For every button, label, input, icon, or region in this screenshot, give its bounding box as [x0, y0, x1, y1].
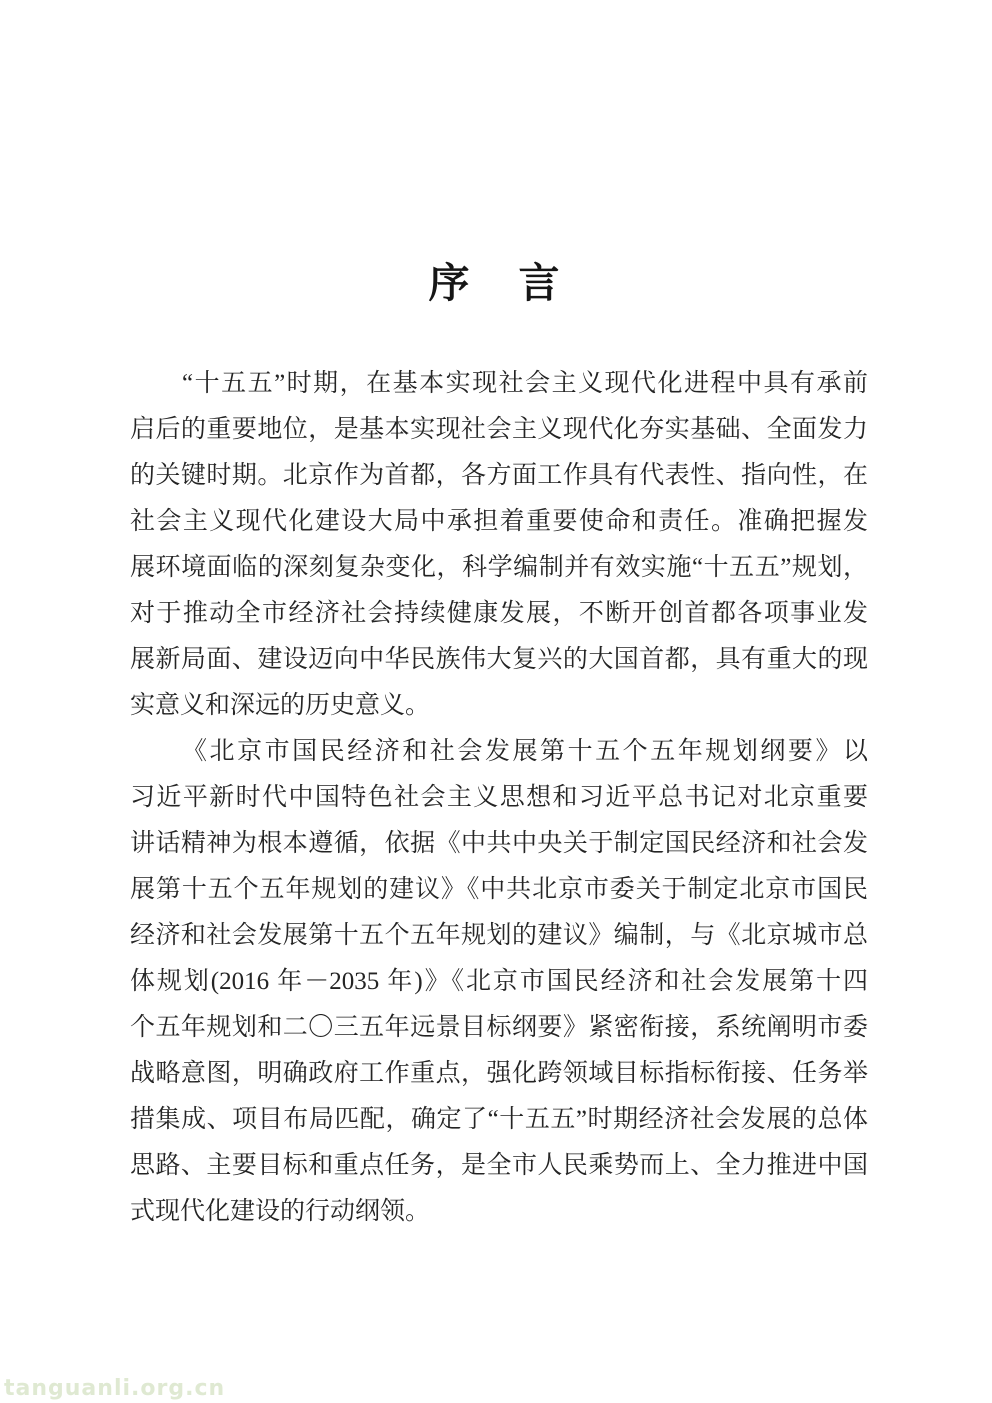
paragraph-2 [130, 729, 868, 1235]
text-line: 体规划(2016 年－2035 年)》《北京市国民经济和社会发展第十四 [130, 968, 868, 995]
text-line: 讲话精神为根本遵循，依据《中共中央关于制定国民经济和社会发 [130, 830, 868, 857]
text-line: 的关键时期。北京作为首都，各方面工作具有代表性、指向性，在 [130, 462, 868, 489]
document-body [130, 361, 868, 1235]
text-line: 展第十五个五年规划的建议》《中共北京市委关于制定北京市国民 [130, 876, 868, 903]
text-line: 实意义和深远的历史意义。 [130, 692, 431, 719]
paragraph-1 [130, 361, 868, 729]
text-line: 社会主义现代化建设大局中承担着重要使命和责任。准确把握发 [130, 508, 868, 535]
site-watermark: tanguanli.org.cn [4, 1376, 226, 1401]
text-line: 个五年规划和二〇三五年远景目标纲要》紧密衔接，系统阐明市委 [130, 1014, 868, 1041]
text-line: 战略意图，明确政府工作重点，强化跨领域目标指标衔接、任务举 [130, 1060, 868, 1087]
text-line: 思路、主要目标和重点任务，是全市人民乘势而上、全力推进中国 [130, 1152, 868, 1179]
text-line: 《北京市国民经济和社会发展第十五个五年规划纲要》以 [182, 738, 868, 765]
text-line: 对于推动全市经济社会持续健康发展，不断开创首都各项事业发 [130, 600, 868, 627]
text-line: “十五五”时期，在基本实现社会主义现代化进程中具有承前 [182, 370, 868, 397]
text-line: 措集成、项目布局匹配，确定了“十五五”时期经济社会发展的总体 [130, 1106, 868, 1133]
text-line: 展新局面、建设迈向中华民族伟大复兴的大国首都，具有重大的现 [130, 646, 868, 673]
text-line: 习近平新时代中国特色社会主义思想和习近平总书记对北京重要 [130, 784, 868, 811]
text-line: 式现代化建设的行动纲领。 [130, 1198, 431, 1225]
text-line: 启后的重要地位，是基本实现社会主义现代化夯实基础、全面发力 [130, 416, 868, 443]
text-line: 展环境面临的深刻复杂变化，科学编制并有效实施“十五五”规划， [130, 554, 868, 581]
text-line: 经济和社会发展第十五个五年规划的建议》编制，与《北京城市总 [130, 922, 868, 949]
page-title: 序 言 [428, 260, 564, 306]
